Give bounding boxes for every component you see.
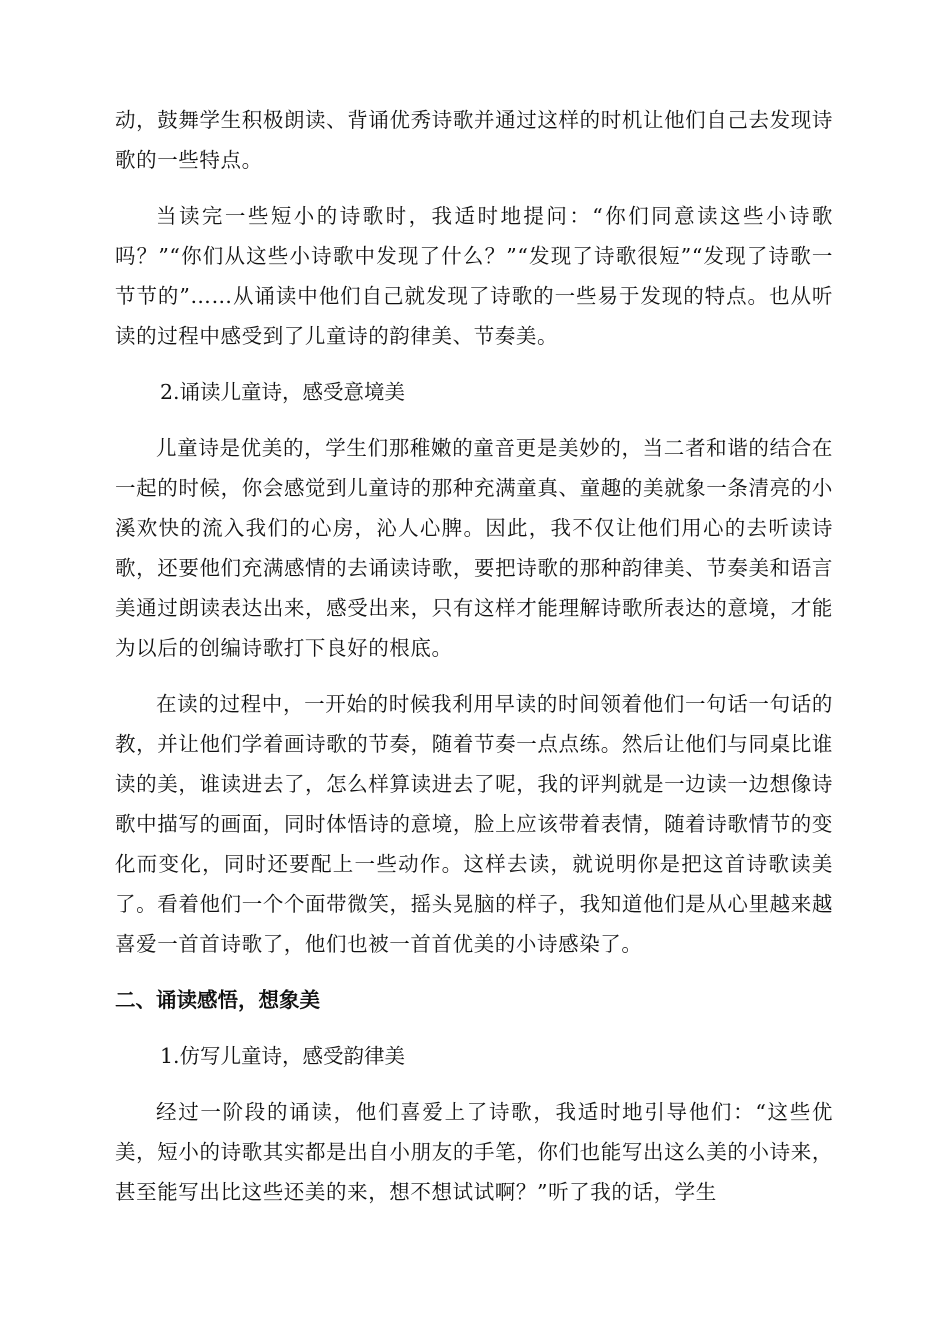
paragraph-gap (115, 964, 833, 980)
document-body (115, 100, 833, 1212)
section-heading: 二、诵读感悟，想象美 (115, 988, 320, 1012)
paragraph: 经过一阶段的诵读，他们喜爱上了诗歌，我适时地引导他们：“这些优美，短小的诗歌其实都是出自小朋友的手笔，你们也能写出这么美的小诗来，甚至能写出比这些还美的来，想不想试试啊？”听了我的话，学生 (115, 1100, 833, 1204)
paragraph-gap (115, 1076, 833, 1092)
paragraph: 在读的过程中，一开始的时候我利用早读的时间领着他们一句话一句话的教，并让他们学着画诗歌的节奏，随着节奏一点点练。然后让他们与同桌比谁读的美，谁读进去了，怎么样算读进去了呢，我的评判就是一边读一边想像诗歌中描写的画面，同时体悟诗的意境，脸上应该带着表情，随着诗歌情节的变化而变化，同时还要配上一些动作。这样去读，就说明你是把这首诗歌读美了。看着他们一个个面带微笑，摇头晃脑的样子，我知道他们是从心里越来越喜爱一首首诗歌了，他们也被一首首优美的小诗感染了。 (115, 692, 833, 956)
paragraph-gap (115, 180, 833, 196)
paragraph: 儿童诗是优美的，学生们那稚嫩的童音更是美妙的，当二者和谐的结合在一起的时候，你会感觉到儿童诗的那种充满童真、童趣的美就象一条清亮的小溪欢快的流入我们的心房，沁人心脾。因此，我不仅让他们用心的去听读诗歌，还要他们充满感情的去诵读诗歌，要把诗歌的那种韵律美、节奏美和语言美通过朗读表达出来，感受出来，只有这样才能理解诗歌所表达的意境，才能为以后的创编诗歌打下良好的根底。 (115, 436, 833, 660)
paragraph-gap (115, 1020, 833, 1036)
paragraph-gap (115, 356, 833, 372)
subsection-heading: 1.仿写儿童诗，感受韵律美 (160, 1044, 406, 1068)
paragraph: 当读完一些短小的诗歌时，我适时地提问：“你们同意读这些小诗歌吗？”“你们从这些小诗歌中发现了什么？”“发现了诗歌很短”“发现了诗歌一节节的”……从诵读中他们自己就发现了诗歌的一些易于发现的特点。也从听读的过程中感受到了儿童诗的韵律美、节奏美。 (115, 204, 833, 348)
paragraph-gap (115, 668, 833, 684)
paragraph-gap (115, 412, 833, 428)
subsection-heading: 2.诵读儿童诗，感受意境美 (160, 380, 406, 404)
paragraph-continued: 动，鼓舞学生积极朗读、背诵优秀诗歌并通过这样的时机让他们自己去发现诗歌的一些特点。 (115, 108, 833, 172)
